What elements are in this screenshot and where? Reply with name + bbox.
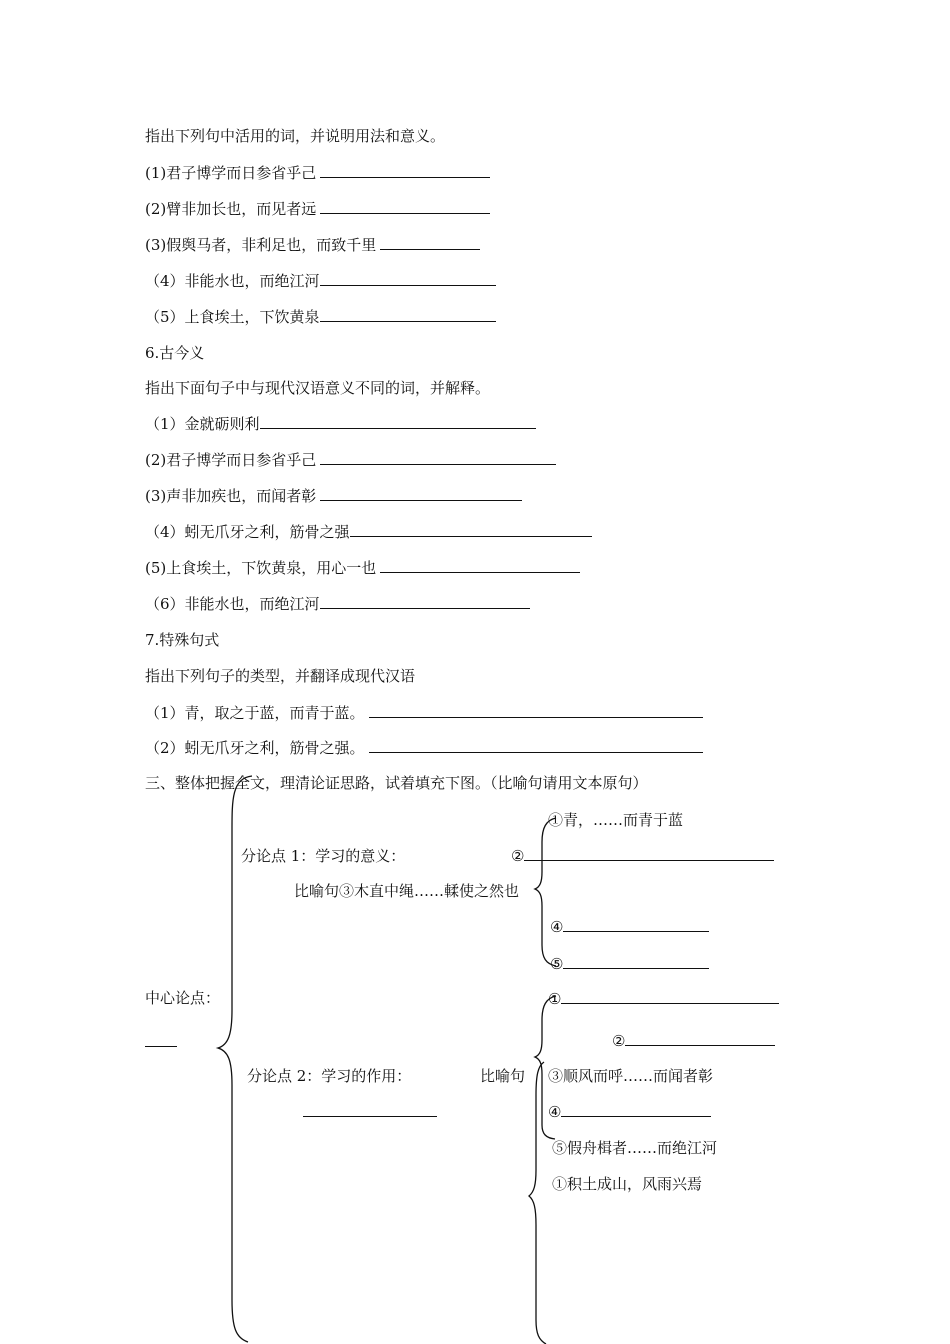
sub1-brace [535,818,556,966]
section7-heading: 7.特殊句式 [145,631,220,649]
question-5-2: (2)臂非加长也，而见者远 [145,199,490,219]
question-6-6: （6）非能水也，而绝江河 [145,594,530,614]
question-5-3: (3)假舆马者，非利足也，而致千里 [145,235,480,255]
question-5-4: （4）非能水也，而绝江河 [145,271,496,291]
question-7-1: （1）青，取之于蓝，而青于蓝。 [145,703,703,723]
question-6-1: （1）金就砺则利 [145,414,536,434]
sub2-item-5: ⑤假舟楫者……而绝江河 [552,1139,718,1157]
sub2-metaphor-label: 比喻句 [480,1067,526,1085]
section6-heading: 6.古今义 [145,344,205,362]
answer-blank[interactable] [625,1031,775,1046]
sub2-item-1: ① [548,989,779,1009]
question-5-5: （5）上食埃土，下饮黄泉 [145,307,496,327]
question-6-3: (3)声非加疾也，而闻者彰 [145,486,522,506]
center-thesis-blank[interactable] [145,1046,177,1047]
sub1-item-5: ⑤ [550,954,709,974]
section7-instruction: 指出下列句子的类型，并翻译成现代汉语 [145,667,416,685]
sub2-item-2: ② [612,1031,775,1051]
sub2-item-6: ①积土成山，风雨兴焉 [552,1175,703,1193]
question-6-2: (2)君子博学而日参省乎己 [145,450,556,470]
sub1-item-1: ①青，……而青于蓝 [548,811,684,829]
sub1-item-4: ④ [550,917,709,937]
answer-blank[interactable] [561,1102,711,1117]
question-6-5: (5)上食埃土，下饮黄泉，用心一也 [145,558,580,578]
sub2-blank[interactable] [303,1116,437,1117]
sub2-item-3: ③顺风而呼……而闻者彰 [548,1067,714,1085]
sub2-item-4: ④ [548,1102,711,1122]
question-6-4: （4）蚓无爪牙之利，筋骨之强 [145,522,592,542]
question-5-1: (1)君子博学而日参省乎己 [145,163,490,183]
question-7-2: （2）蚓无爪牙之利，筋骨之强。 [145,738,703,758]
part3-title: 三、整体把握全文，理清论证思路，试着填充下图。（比喻句请用文本原句） [145,774,648,792]
center-thesis-label: 中心论点： [145,989,221,1007]
section5-instruction: 指出下列句中活用的词，并说明用法和意义。 [145,127,446,145]
sub2-brace-outer [529,1062,546,1344]
answer-blank[interactable] [524,846,774,861]
sub1-label: 分论点 1：学习的意义： [241,847,406,865]
sub1-metaphor-3: 比喻句③木直中绳……輮使之然也 [294,882,520,900]
answer-blank[interactable] [561,989,779,1004]
section6-instruction: 指出下面句子中与现代汉语意义不同的词，并解释。 [145,379,491,397]
answer-blank[interactable] [563,954,709,969]
answer-blank[interactable] [563,917,709,932]
sub2-label: 分论点 2：学习的作用： [247,1067,412,1085]
sub1-item-2: ② [511,846,774,866]
